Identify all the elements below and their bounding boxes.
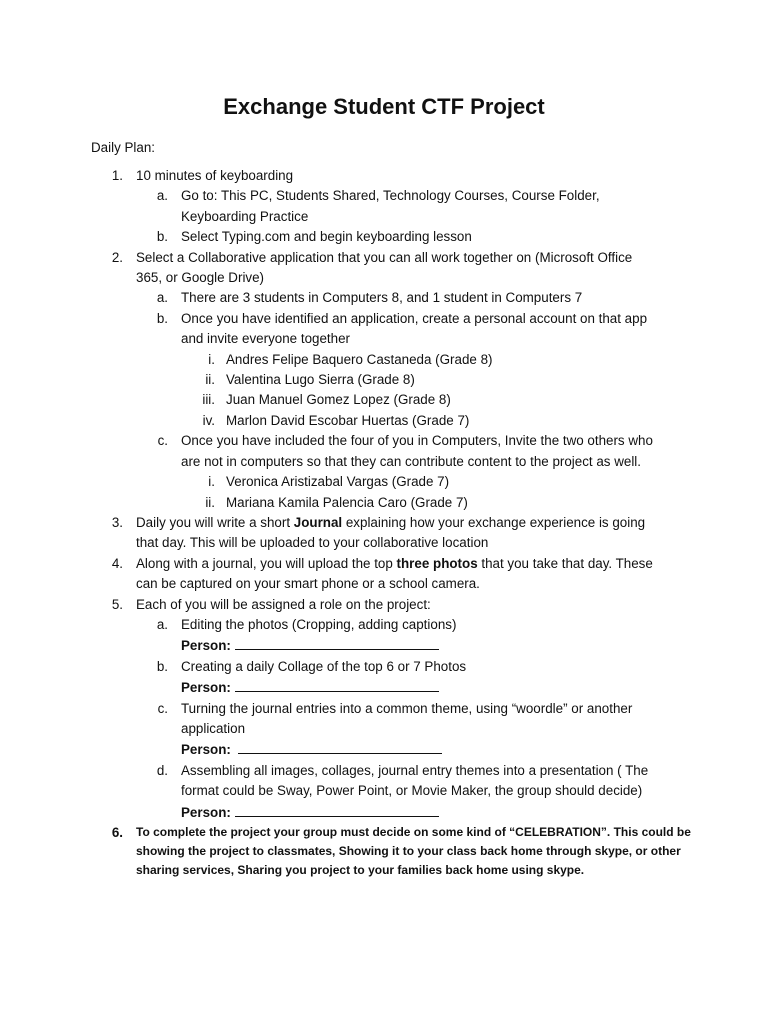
list-marker: a.: [156, 290, 168, 306]
list-marker: b.: [156, 310, 168, 326]
list-item-text: Assembling all images, collages, journal entry themes into a presentation ( The: [181, 762, 649, 778]
list-marker: i.: [208, 351, 215, 367]
student-name: Veronica Aristizabal Vargas (Grade 7): [226, 474, 450, 490]
person-label: Person:: [181, 638, 231, 654]
list-item-text: 10 minutes of keyboarding: [136, 168, 294, 183]
list-item-text: showing the project to classmates, Showing it to your class back home through skype, or other: [136, 844, 681, 859]
list-marker: c.: [157, 700, 168, 716]
student-item: [91, 390, 691, 410]
list-item-text: and invite everyone together: [181, 331, 350, 347]
person-blank-field[interactable]: [235, 635, 439, 650]
list-item-text: Creating a daily Collage of the top 6 or 7 Photos: [181, 658, 467, 674]
list-marker: i.: [208, 474, 215, 490]
list-marker: 5.: [111, 596, 123, 612]
daily-plan-list: [91, 166, 691, 881]
list-marker: a.: [156, 188, 168, 204]
list-item-text: Select a Collaborative application that you can all work together on (Microsoft Office: [136, 249, 633, 265]
list-item-text: are not in computers so that they can contribute content to the project as well.: [181, 453, 642, 469]
list-item-text: that day. This will be uploaded to your collaborative location: [136, 535, 489, 551]
list-item-text: Once you have identified an application, create a personal account on that app: [181, 310, 648, 326]
person-label: Person:: [181, 742, 231, 758]
list-item-3: [91, 513, 691, 554]
list-item-text: Editing the photos (Cropping, adding captions): [181, 616, 457, 632]
list-marker: b.: [156, 658, 168, 674]
list-marker: iii.: [202, 392, 215, 408]
bold-term: Journal: [293, 514, 343, 530]
student-item: [91, 370, 691, 390]
list-item-text: explaining how your exchange experience is going: [342, 514, 646, 530]
list-item-text: Select Typing.com and begin keyboarding lesson: [181, 229, 472, 245]
list-item-text: can be captured on your smart phone or a school camera.: [136, 576, 480, 592]
student-item: [91, 493, 691, 513]
list-item-5: [91, 595, 691, 615]
list-item-4: [91, 554, 691, 595]
list-item-text: Each of you will be assigned a role on the project:: [136, 596, 431, 612]
list-item-text: sharing services, Sharing you project to your families back home using skype.: [136, 863, 585, 878]
list-item-text: Turning the journal entries into a common theme, using “woordle” or another: [181, 700, 633, 716]
list-item-text: Once you have included the four of you in Computers, Invite the two others who: [181, 433, 653, 449]
person-line: [91, 677, 691, 698]
list-item-text: application: [181, 720, 246, 736]
list-item-text: Keyboarding Practice: [181, 208, 309, 224]
list-item-1a: [91, 186, 691, 227]
student-item: [91, 350, 691, 370]
list-marker: ii.: [205, 372, 215, 388]
list-item-5a: [91, 615, 691, 635]
list-marker: 3.: [111, 514, 123, 530]
person-blank-field[interactable]: [235, 802, 439, 817]
student-name: Juan Manuel Gomez Lopez (Grade 8): [226, 392, 451, 408]
list-marker: iv.: [202, 412, 215, 428]
list-item-1b: [91, 227, 691, 247]
bold-term: three photos: [396, 555, 478, 571]
list-marker: c.: [157, 433, 168, 449]
list-item-2b: [91, 309, 691, 350]
list-item-text: format could be Sway, Power Point, or Movie Maker, the group should decide): [181, 783, 643, 799]
list-item-text: To complete the project your group must decide on some kind of “CELEBRATION”. This could be: [136, 825, 691, 839]
list-item-text: that you take that day. These: [477, 555, 653, 571]
person-blank-field[interactable]: [235, 677, 439, 692]
list-item-text: There are 3 students in Computers 8, and 1 student in Computers 7: [181, 290, 583, 306]
list-item-2a: [91, 288, 691, 308]
list-marker: 6.: [111, 825, 123, 840]
person-line: [91, 635, 691, 656]
student-name: Marlon David Escobar Huertas (Grade 7): [226, 412, 470, 428]
page-title: Exchange Student CTF Project: [223, 94, 545, 119]
list-item-text: Daily you will write a short: [136, 514, 294, 530]
list-item-1: [91, 166, 691, 186]
list-marker: a.: [156, 616, 168, 632]
person-line: [91, 739, 691, 760]
list-item-2: [91, 248, 691, 289]
list-item-text: Along with a journal, you will upload the top: [136, 555, 397, 571]
student-name: Valentina Lugo Sierra (Grade 8): [226, 372, 415, 388]
list-marker: d.: [156, 762, 168, 778]
student-item: [91, 472, 691, 492]
list-item-5c: [91, 699, 691, 740]
student-item: [91, 411, 691, 431]
person-label: Person:: [181, 804, 231, 820]
list-item-text: 365, or Google Drive): [136, 270, 265, 286]
list-item-6: [91, 823, 691, 881]
list-marker: 1.: [111, 168, 123, 183]
list-item-5d: [91, 761, 691, 802]
student-name: Mariana Kamila Palencia Caro (Grade 7): [226, 494, 468, 510]
student-name: Andres Felipe Baquero Castaneda (Grade 8): [226, 351, 493, 367]
list-item-text: Go to: This PC, Students Shared, Technology Courses, Course Folder,: [181, 188, 600, 204]
list-marker: 2.: [111, 249, 123, 265]
person-label: Person:: [181, 680, 231, 696]
person-line: [91, 802, 691, 823]
list-item-2c: [91, 431, 691, 472]
person-blank-field[interactable]: [238, 739, 442, 754]
daily-plan-heading: Daily Plan:: [91, 140, 156, 155]
list-marker: 4.: [111, 555, 123, 571]
list-marker: b.: [156, 229, 168, 245]
list-marker: ii.: [205, 494, 215, 510]
list-item-5b: [91, 657, 691, 677]
